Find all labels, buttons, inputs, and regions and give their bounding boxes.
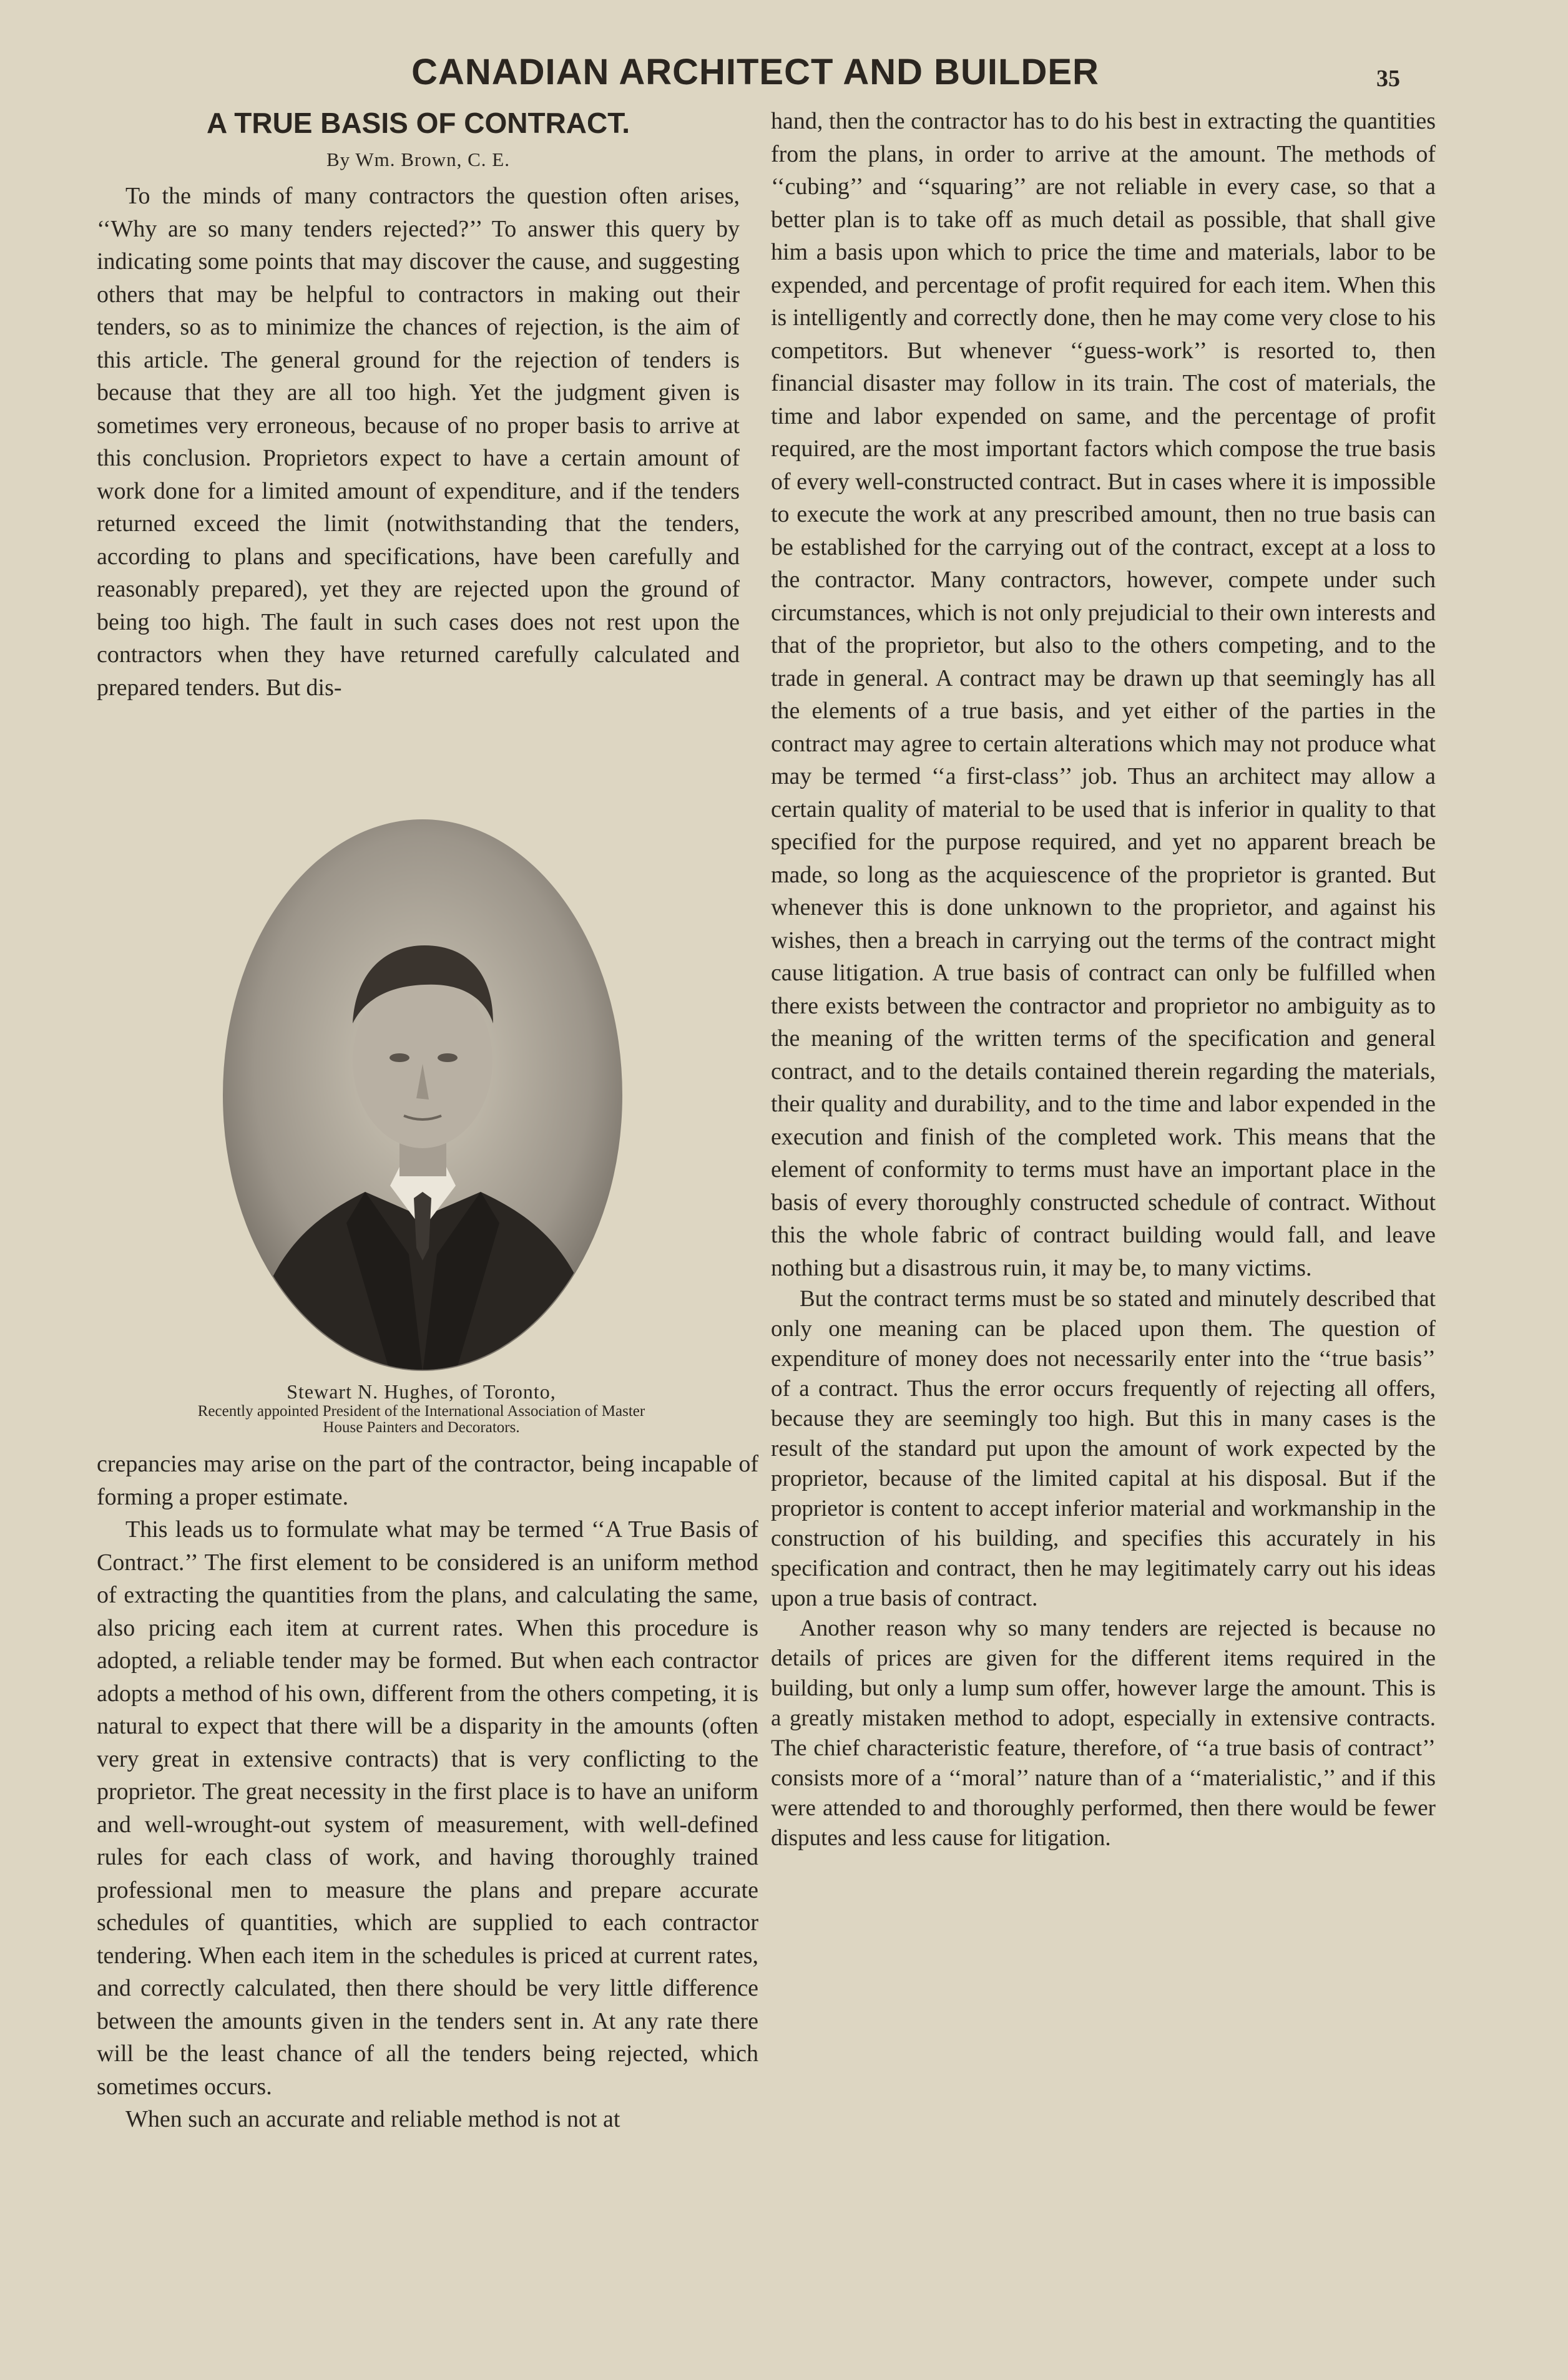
caption-line-1: Recently appointed President of the International Association of Master xyxy=(197,1403,645,1420)
page-number: 35 xyxy=(1376,66,1400,92)
portrait-photo xyxy=(222,817,624,1373)
paragraph-right-1: hand, then the contractor has to do his best in extracting the quantities from the plans, in order to arrive at the amount. The methods of ‘‘cubing’’ and ‘‘squaring’’ are not reliable in every case, so that a better plan is to take off as much detail as possible, that shall give him a basis upon which to price the time and materials, labor to be expended, and percentage of profit required for each item. When this is intelligently and correctly done, then he may come very close to his competitors. But whenever ‘‘guess-work’’ is resorted to, then financial disaster may follow in its train. The cost of materials, the time and labor expended on same, and the percentage of profit required, are the most important factors which compose the true basis of every well-constructed contract. But in cases where it is impossible to execute the work at any prescribed amount, then no true basis can be established for the carrying out of the contract, except at a loss to the contractor. Many contractors, however, compete under such circumstances, which is not only prejudicial to their own interests and that of the proprietor, but also to the others competing, and to the trade in general. A contract may be drawn up that seemingly has all the elements of a true basis, and yet either of the parties in the contract may agree to certain alterations which may not produce what may be termed ‘‘a first-class’’ job. Thus an architect may allow a certain quality of material to be used that is inferior in quality to that specified for the purpose required, and yet no apparent breach be made, so long as the acquiescence of the proprietor is granted. But whenever this is done unknown to the proprietor, and against his wishes, then a breach in carrying out the terms of the contract might cause litigation. A true basis of contract can only be fulfilled when there exists between the contractor and proprietor no ambiguity as to the meaning of the written terms of the specification and general contract, and to the details contained therein regarding the materials, their quality and durability, and to the time and labor expended in the execution and finish of the completed work. This means that the element of conformity to terms must have an important place in the basis of every thoroughly constructed schedule of contract. Without this the whole fabric of contract building would fall, and leave nothing but a disastrous ruin, it may be, to many victims. xyxy=(771,108,1436,1281)
paragraph-right-3: Another reason why so many tenders are rejected is because no details of prices are given for the different items required in the building, but only a lump sum offer, however large the amount. This is a greatly mistaken method to adopt, especially in extensive contracts. The chief characteristic feature, therefore, of ‘‘a true basis of contract’’ consists more of a ‘‘moral’’ nature than of a ‘‘materialistic,’’ and if this were attended to and thoroughly performed, then there would be fewer disputes and less cause for litigation. xyxy=(771,1616,1436,1851)
article-title: A TRUE BASIS OF CONTRACT. xyxy=(206,107,630,139)
paragraph-left-1: To the minds of many contractors the question often arises, ‘‘Why are so many tenders rejected?’’ To answer this query by indicating some points that may discover the cause, and suggesting others that may be helpful to contractors in making out their tenders, so as to minimize the chances of rejection, is the aim of this article. The general ground for the rejection of tenders is because that they are all too high. Yet the judgment given is sometimes very erroneous, because of no proper basis to arrive at this conclusion. Proprietors expect to have a certain amount of work done for a limited amount of expenditure, and if the tenders returned exceed the limit (notwithstanding that the tenders, according to plans and specifications, have been carefully and reasonably prepared), yet they are rejected upon the ground of being too high. The fault in such cases does not rest upon the contractors when they have returned carefully calculated and prepared tenders. But dis- xyxy=(97,183,740,701)
left-column-top xyxy=(97,106,740,704)
caption-line-2: House Painters and Decorators. xyxy=(323,1419,520,1436)
paragraph-right-2: But the contract terms must be so stated and minutely described that only one meaning can be placed upon them. The question of expenditure of money does not necessarily enter into the ‘‘true basis’’ of a contract. Thus the error occurs frequently of rejecting all offers, because they are seemingly too high. But this in many cases is the result of the standard put upon the amount of work expected by the proprietor, because of the limited capital at his disposal. But if the proprietor is content to accept inferior material and workmanship in the construction of his building, and specifies this accurately in his specification and contract, then he may legitimately carry out his ideas upon a true basis of contract. xyxy=(771,1286,1436,1611)
journal-title: CANADIAN ARCHITECT AND BUILDER xyxy=(411,52,1099,92)
left-column-bottom xyxy=(97,1448,758,2136)
right-column xyxy=(771,105,1436,1853)
paragraph-left-4: When such an accurate and reliable method is not at xyxy=(125,2106,620,2132)
byline: By Wm. Brown, C. E. xyxy=(326,149,510,170)
caption-name: Stewart N. Hughes, of Toronto, xyxy=(287,1380,556,1403)
paragraph-left-3: This leads us to formulate what may be termed ‘‘A True Basis of Contract.’’ The first element to be considered is an uniform method of extracting the quantities from the plans, and calculating the same, also pricing each item at current rates. When this procedure is adopted, a reliable tender may be formed. But when each contractor adopts a method of his own, different from the others competing, it is natural to expect that there will be a disparity in the amounts (often very great in extensive contracts) that is very conflicting to the proprietor. The great necessity in the first place is to have an uniform and well-wrought-out system of measurement, with well-defined rules for each class of work, and having thoroughly trained professional men to measure the plans and prepare accurate schedules of quantities, which are supplied to each contractor tendering. When each item in the schedules is priced at current rates, and correctly calculated, then there should be very little difference between the amounts given in the tenders sent in. At any rate there will be the least chance of all the tenders being rejected, which sometimes occurs. xyxy=(97,1516,758,2100)
paragraph-left-2: crepancies may arise on the part of the contractor, being incapable of forming a proper estimate. xyxy=(97,1451,758,1510)
photo-caption xyxy=(109,1380,733,1436)
